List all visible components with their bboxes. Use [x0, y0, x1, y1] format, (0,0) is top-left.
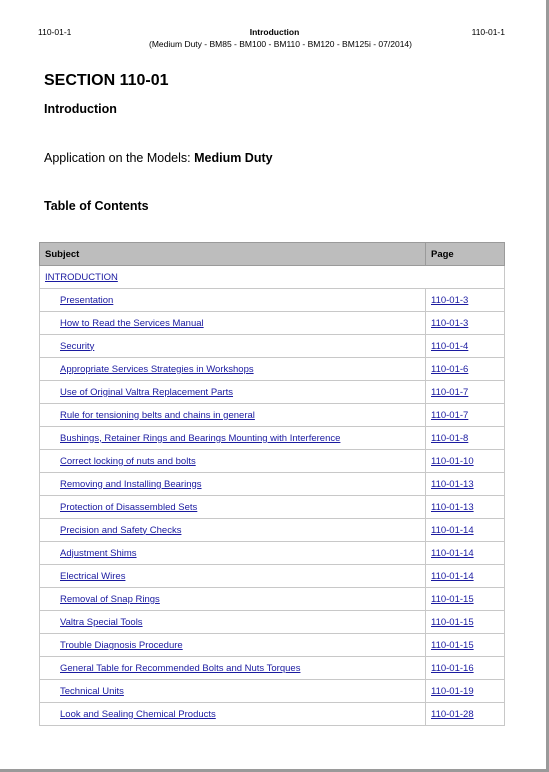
section-title: SECTION 110-01 — [44, 72, 169, 89]
header-page-number-left: 110-01-1 — [38, 27, 72, 37]
toc-subject-link[interactable]: Look and Sealing Chemical Products — [60, 708, 216, 720]
toc-page-link[interactable]: 110-01-28 — [431, 708, 474, 720]
toc-page-link[interactable]: 110-01-8 — [431, 432, 469, 444]
intro-title: Introduction — [44, 102, 117, 116]
table-row — [40, 427, 505, 450]
toc-subject-link[interactable]: Electrical Wires — [60, 570, 126, 582]
toc-subject-link[interactable]: Adjustment Shims — [60, 547, 137, 559]
table-row — [40, 565, 505, 588]
toc-page-link[interactable]: 110-01-16 — [431, 662, 474, 674]
toc-page-link[interactable]: 110-01-15 — [431, 639, 474, 651]
application-models: Medium Duty — [194, 151, 273, 165]
toc-page-link[interactable]: 110-01-3 — [431, 294, 469, 306]
toc-page-link[interactable]: 110-01-10 — [431, 455, 474, 467]
toc-col-page: Page — [426, 243, 505, 266]
toc-col-subject: Subject — [40, 243, 426, 266]
table-row — [40, 450, 505, 473]
toc-subject-link[interactable]: Use of Original Valtra Replacement Parts — [60, 386, 234, 398]
table-row — [40, 404, 505, 427]
toc-subject-link[interactable]: Removing and Installing Bearings — [60, 478, 202, 490]
toc-subject-link[interactable]: Presentation — [60, 294, 114, 306]
toc-page-link[interactable]: 110-01-4 — [431, 340, 469, 352]
application-prefix: Application on the Models: — [44, 151, 195, 165]
toc-page-link[interactable]: 110-01-19 — [431, 685, 474, 697]
toc-subject-link[interactable]: General Table for Recommended Bolts and Nuts Torques — [60, 662, 301, 674]
toc-page-link[interactable]: 110-01-6 — [431, 363, 469, 375]
toc-page-link[interactable]: 110-01-14 — [431, 524, 474, 536]
toc-subject-link[interactable]: Trouble Diagnosis Procedure — [60, 639, 183, 651]
toc-subject-link[interactable]: Bushings, Retainer Rings and Bearings Mounting with Interference — [60, 432, 341, 444]
header-page-number-right: 110-01-1 — [471, 27, 505, 37]
toc-subject-link[interactable]: Rule for tensioning belts and chains in general — [60, 409, 255, 421]
application-line — [44, 151, 273, 165]
toc-subject-link[interactable]: Precision and Safety Checks — [60, 524, 182, 536]
table-row — [40, 703, 505, 726]
table-row — [40, 289, 505, 312]
toc-header-row — [40, 243, 505, 266]
toc-page-link[interactable]: 110-01-13 — [431, 501, 474, 513]
toc-table — [39, 242, 505, 726]
header-title: Introduction — [249, 27, 300, 37]
table-row — [40, 496, 505, 519]
table-row — [40, 312, 505, 335]
table-row — [40, 358, 505, 381]
table-row — [40, 634, 505, 657]
toc-subject-link[interactable]: Security — [60, 340, 95, 352]
toc-page-link[interactable]: 110-01-3 — [431, 317, 469, 329]
toc-page-link[interactable]: 110-01-14 — [431, 547, 474, 559]
table-row — [40, 381, 505, 404]
table-row — [40, 657, 505, 680]
toc-subject-link[interactable]: Appropriate Services Strategies in Workshops — [60, 363, 254, 375]
table-row — [40, 335, 505, 358]
table-row — [40, 542, 505, 565]
toc-page-link[interactable]: 110-01-7 — [431, 409, 469, 421]
header-subtitle: (Medium Duty - BM85 - BM100 - BM110 - BM120 - BM125i - 07/2014) — [149, 39, 412, 49]
toc-title: Table of Contents — [44, 199, 149, 213]
toc-subject-link[interactable]: Correct locking of nuts and bolts — [60, 455, 196, 467]
toc-subject-link[interactable]: Valtra Special Tools — [60, 616, 143, 628]
table-row — [40, 611, 505, 634]
toc-group-row — [40, 266, 505, 289]
toc-subject-link[interactable]: Removal of Snap Rings — [60, 593, 160, 605]
toc-page-link[interactable]: 110-01-13 — [431, 478, 474, 490]
toc-group-link[interactable]: INTRODUCTION — [45, 271, 118, 283]
toc-subject-link[interactable]: Protection of Disassembled Sets — [60, 501, 198, 513]
table-row — [40, 680, 505, 703]
toc-page-link[interactable]: 110-01-7 — [431, 386, 469, 398]
toc-page-link[interactable]: 110-01-15 — [431, 593, 474, 605]
table-row — [40, 519, 505, 542]
toc-subject-link[interactable]: How to Read the Services Manual — [60, 317, 204, 329]
toc-page-link[interactable]: 110-01-14 — [431, 570, 474, 582]
table-row — [40, 473, 505, 496]
toc-subject-link[interactable]: Technical Units — [60, 685, 124, 697]
toc-page-link[interactable]: 110-01-15 — [431, 616, 474, 628]
table-row — [40, 588, 505, 611]
